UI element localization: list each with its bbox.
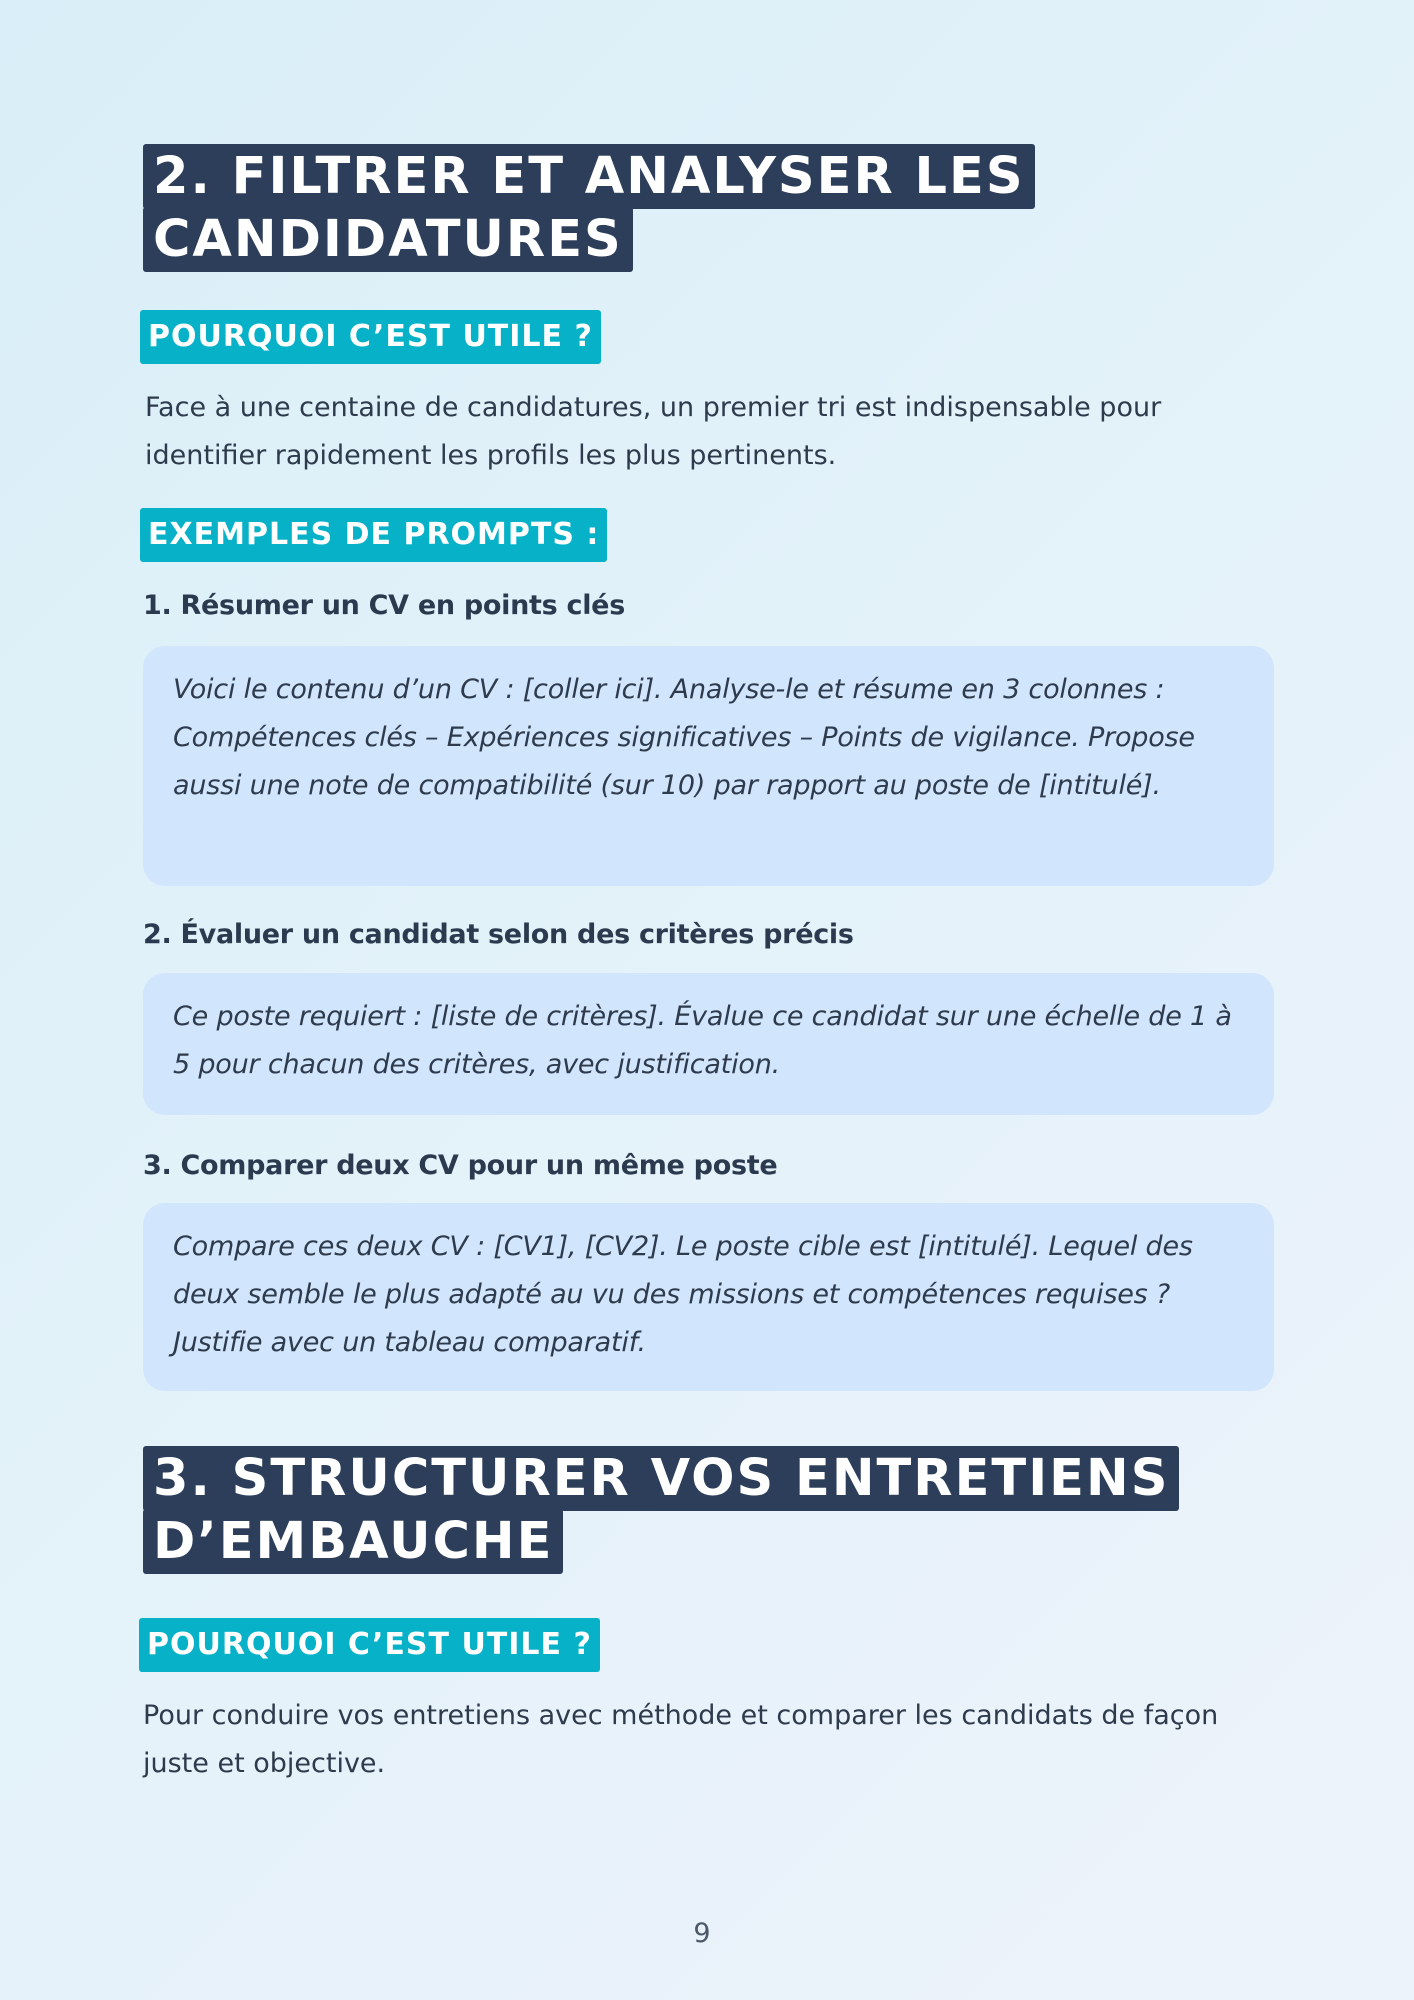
section-3-why-text: Pour conduire vos entretiens avec méthode et comparer les candidats de façon juste et objective.: [143, 1700, 1219, 1779]
prompt-2-box: [143, 973, 1274, 1115]
section-3-why-tag: POURQUOI C’EST UTILE ?: [139, 1618, 600, 1672]
prompt-1-text: Voici le contenu d’un CV : [coller ici]. Analyse-le et résume en 3 colonnes : Compétences clés – Expériences significatives – Points de vigilance. Propose aussi une note de compatibilité (sur 10) par rapport au poste de [intitulé].: [173, 674, 1195, 801]
prompt-3-text: Compare ces deux CV : [CV1], [CV2]. Le poste cible est [intitulé]. Lequel des deux semble le plus adapté au vu des missions et compétences requises ? Justifie avec un tableau comparatif.: [173, 1231, 1193, 1358]
section-2-title-line-2: CANDIDATURES: [143, 207, 633, 272]
section-2-title-line-1: 2. FILTRER ET ANALYSER LES: [143, 144, 1035, 209]
prompt-1-box: [143, 646, 1274, 886]
prompt-3-box: [143, 1203, 1274, 1391]
prompt-1-heading: 1. Résumer un CV en points clés: [143, 590, 625, 621]
page-number: 9: [693, 1918, 711, 1949]
section-3-title-line-1: 3. STRUCTURER VOS ENTRETIENS: [143, 1446, 1179, 1511]
prompt-2-heading: 2. Évaluer un candidat selon des critères précis: [143, 919, 854, 950]
section-3-title-line-2: D’EMBAUCHE: [143, 1509, 563, 1574]
section-2-why-text: Face à une centaine de candidatures, un premier tri est indispensable pour identifier rapidement les profils les plus pertinents.: [145, 392, 1162, 471]
section-2-title: [143, 145, 1043, 271]
section-2-why-tag: POURQUOI C’EST UTILE ?: [140, 310, 601, 364]
prompt-2-text: Ce poste requiert : [liste de critères]. Évalue ce candidat sur une échelle de 1 à 5 pour chacun des critères, avec justification.: [173, 1001, 1232, 1080]
prompt-3-heading: 3. Comparer deux CV pour un même poste: [143, 1150, 778, 1181]
examples-tag: EXEMPLES DE PROMPTS :: [140, 508, 607, 562]
section-3-title: [143, 1447, 1243, 1573]
